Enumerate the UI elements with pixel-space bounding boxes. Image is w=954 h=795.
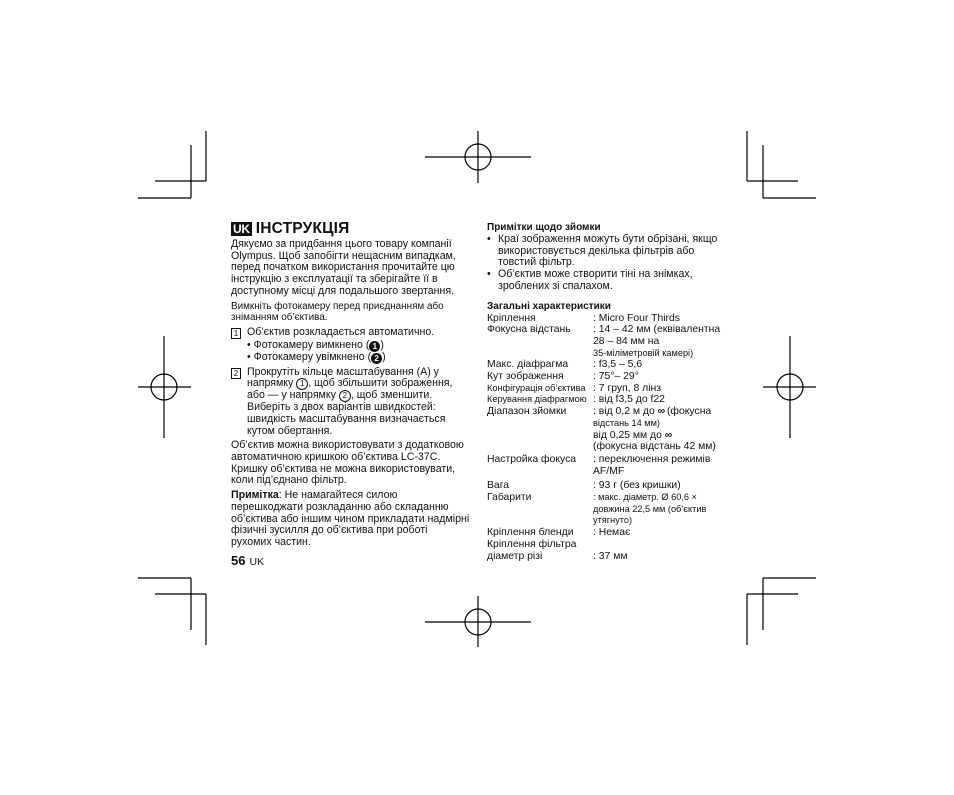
filled-number-icon: 1 bbox=[369, 341, 380, 352]
circled-number-icon: 1 bbox=[296, 378, 308, 390]
footer-lang: UK bbox=[249, 556, 265, 568]
step-number-box: 1 bbox=[231, 328, 241, 339]
page-number: 56 bbox=[231, 553, 246, 568]
spec-row-configuration: Конфігурація об’єктива : 7 груп, 8 лінз bbox=[487, 382, 662, 394]
specs-heading: Загальні характеристики bbox=[487, 300, 611, 312]
step-1-off-item: • Фотокамеру вимкнено ( 1 ) bbox=[247, 338, 384, 351]
page-title: ІНСТРУКЦІЯ bbox=[255, 219, 350, 237]
spec-cont: відстань 14 мм) bbox=[593, 417, 660, 428]
spec-cont: утягнуто) bbox=[593, 515, 633, 526]
lens-cap-paragraph: Об’єктив можна використовувати з додатковою автоматичною кришкою об’єктива LC-37C. Кришку об’єктива не можна використовувати, коли під’єднано фільтр. bbox=[231, 439, 464, 487]
caution-note: Примітка: Не намагайтеся силою перешкоджати розкладанню або складанню об’єктива або іншим чином прикладати надмірні фізичні зусилля до об’єктива при роботі рухомих частин. bbox=[231, 489, 470, 548]
spec-cont: 28 – 84 мм на bbox=[593, 335, 660, 347]
spec-row-weight: Вага : 93 г (без кришки) bbox=[487, 480, 681, 492]
infinity-icon: ∞ bbox=[664, 429, 672, 441]
spec-row-focus: Настройка фокуса : переключення режимів bbox=[487, 453, 711, 465]
instructions-column bbox=[231, 219, 471, 552]
spec-row-aperture: Макс. діафрагма : f3,5 – 5,6 bbox=[487, 359, 643, 371]
intro-paragraph: Дякуємо за придбання цього товару компанії Olympus. Щоб запобігти нещасним випадкам, перед початком використання прочитайте цю інструкцію з експлуатації та зберігайте її в доступному місці для подальшого звертання. bbox=[231, 238, 456, 297]
spec-row-range: Діапазон зйомки : від 0,2 м до ∞ (фокусна bbox=[487, 406, 712, 418]
spec-row-filter: Кріплення фільтра bbox=[487, 538, 577, 550]
spec-cont: (фокусна відстань 42 мм) bbox=[593, 441, 716, 453]
shooting-notes-heading: Примітки щодо зйомки bbox=[487, 222, 601, 233]
spec-cont: 35-міліметровій камері) bbox=[593, 347, 694, 358]
circled-number-icon: 2 bbox=[339, 390, 351, 402]
step-2-text: Прокрутіть кільце масштабування (A) у напрямку 1 , щоб збільшити зображення, або — у напрямку 2 , щоб зменшити. Виберіть з двох варіантів швидкостей: швидкість масштабування визначається кутом обертання. bbox=[247, 365, 453, 437]
step-number-box: 2 bbox=[231, 368, 241, 379]
spec-row-filter-thread: діаметр різі : 37 мм bbox=[487, 550, 628, 562]
step-2 bbox=[231, 367, 471, 438]
step-1-on-item: • Фотокамеру увімкнено ( 2 ) bbox=[247, 350, 386, 363]
spec-row-focal-length: Фокусна відстань : 14 – 42 мм (еквівалентна bbox=[487, 324, 721, 336]
list-item: • Краї зображення можуть бути обрізані, якщо використовується декілька фільтрів або товстий фільтр. bbox=[487, 233, 718, 269]
filled-number-icon: 2 bbox=[371, 353, 382, 364]
list-item: • Об’єктив може створити тіні на знімках, зроблених зі спалахом. bbox=[487, 268, 693, 292]
section-header bbox=[231, 219, 471, 238]
spec-row-mount: Кріплення : Micro Four Thirds bbox=[487, 312, 680, 324]
spec-row-angle: Кут зображення : 75°– 29° bbox=[487, 371, 639, 383]
step-1 bbox=[231, 327, 471, 339]
spec-row-dimensions: Габарити : макс. діаметр. Ø 60,6 × bbox=[487, 492, 697, 504]
language-badge: UK bbox=[233, 221, 250, 236]
page-footer bbox=[231, 553, 264, 568]
spec-cont: від 0,25 мм до ∞ bbox=[593, 429, 672, 441]
note-label: Примітка bbox=[231, 489, 279, 502]
spec-row-iris: Керування діафрагмою : від f3,5 до f22 bbox=[487, 394, 665, 406]
power-off-note: Вимкніть фотокамеру перед приєднанням або зніманням об’єктива. bbox=[231, 300, 444, 324]
specs-column bbox=[487, 222, 727, 562]
spec-row-hood: Кріплення бленди : Немає bbox=[487, 527, 631, 539]
spec-cont: довжина 22,5 мм (об’єктив bbox=[593, 503, 707, 514]
step-1-text: Об’єктив розкладається автоматично. bbox=[247, 325, 435, 338]
infinity-icon: ∞ bbox=[657, 406, 665, 418]
spec-cont: AF/MF bbox=[593, 465, 625, 477]
